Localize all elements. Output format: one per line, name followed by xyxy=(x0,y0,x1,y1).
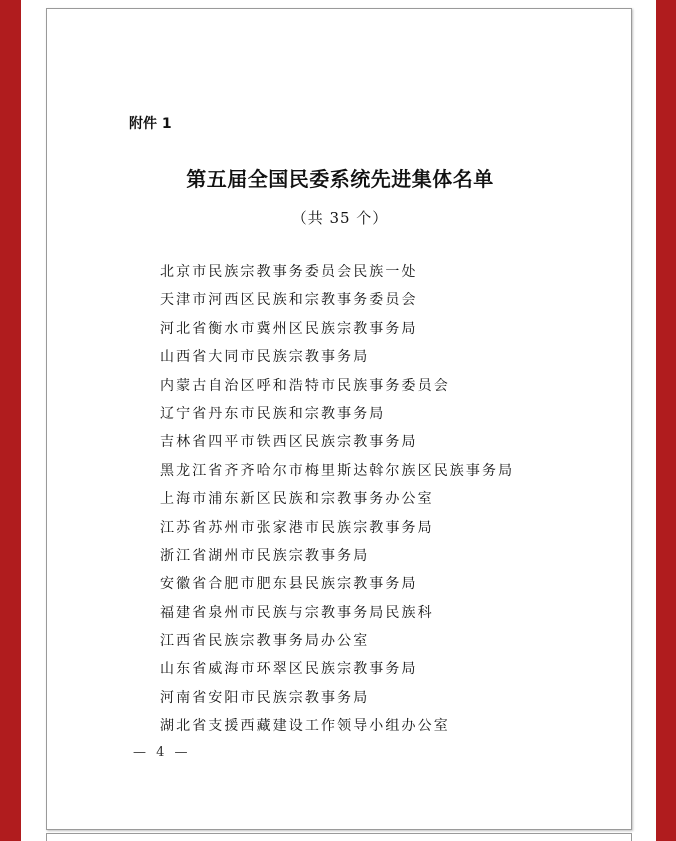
attachment-label: 附件 1 xyxy=(129,116,172,132)
entry-count: （共 35 个） xyxy=(291,209,389,227)
list-item: 上海市浦东新区民族和宗教事务办公室 xyxy=(160,491,434,508)
list-item: 江苏省苏州市张家港市民族宗教事务局 xyxy=(160,519,434,536)
list-item: 山东省威海市环翠区民族宗教事务局 xyxy=(160,661,418,678)
list-item: 天津市河西区民族和宗教事务委员会 xyxy=(160,292,418,309)
page-number: — 4 — xyxy=(133,745,191,760)
list-item: 福建省泉州市民族与宗教事务局民族科 xyxy=(160,604,434,621)
list-item: 江西省民族宗教事务局办公室 xyxy=(160,633,370,650)
list-item: 山西省大同市民族宗教事务局 xyxy=(160,349,370,366)
list-item: 河北省衡水市冀州区民族宗教事务局 xyxy=(160,320,418,337)
list-item: 安徽省合肥市肥东县民族宗教事务局 xyxy=(160,576,418,593)
document-page xyxy=(46,8,632,830)
list-item: 吉林省四平市铁西区民族宗教事务局 xyxy=(160,434,418,451)
list-item: 浙江省湖州市民族宗教事务局 xyxy=(160,547,370,564)
next-page-edge xyxy=(46,833,632,841)
page-title: 第五届全国民委系统先进集体名单 xyxy=(186,167,494,191)
list-item: 北京市民族宗教事务委员会民族一处 xyxy=(160,264,418,280)
list-item: 湖北省支援西藏建设工作领导小组办公室 xyxy=(160,718,450,735)
left-red-border xyxy=(0,0,21,841)
right-red-border xyxy=(656,0,676,841)
list-item: 黑龙江省齐齐哈尔市梅里斯达斡尔族区民族事务局 xyxy=(160,462,515,479)
list-item: 辽宁省丹东市民族和宗教事务局 xyxy=(160,405,386,422)
list-item: 内蒙古自治区呼和浩特市民族事务委员会 xyxy=(160,377,450,394)
collective-list xyxy=(160,261,514,744)
list-item: 河南省安阳市民族宗教事务局 xyxy=(160,689,370,706)
